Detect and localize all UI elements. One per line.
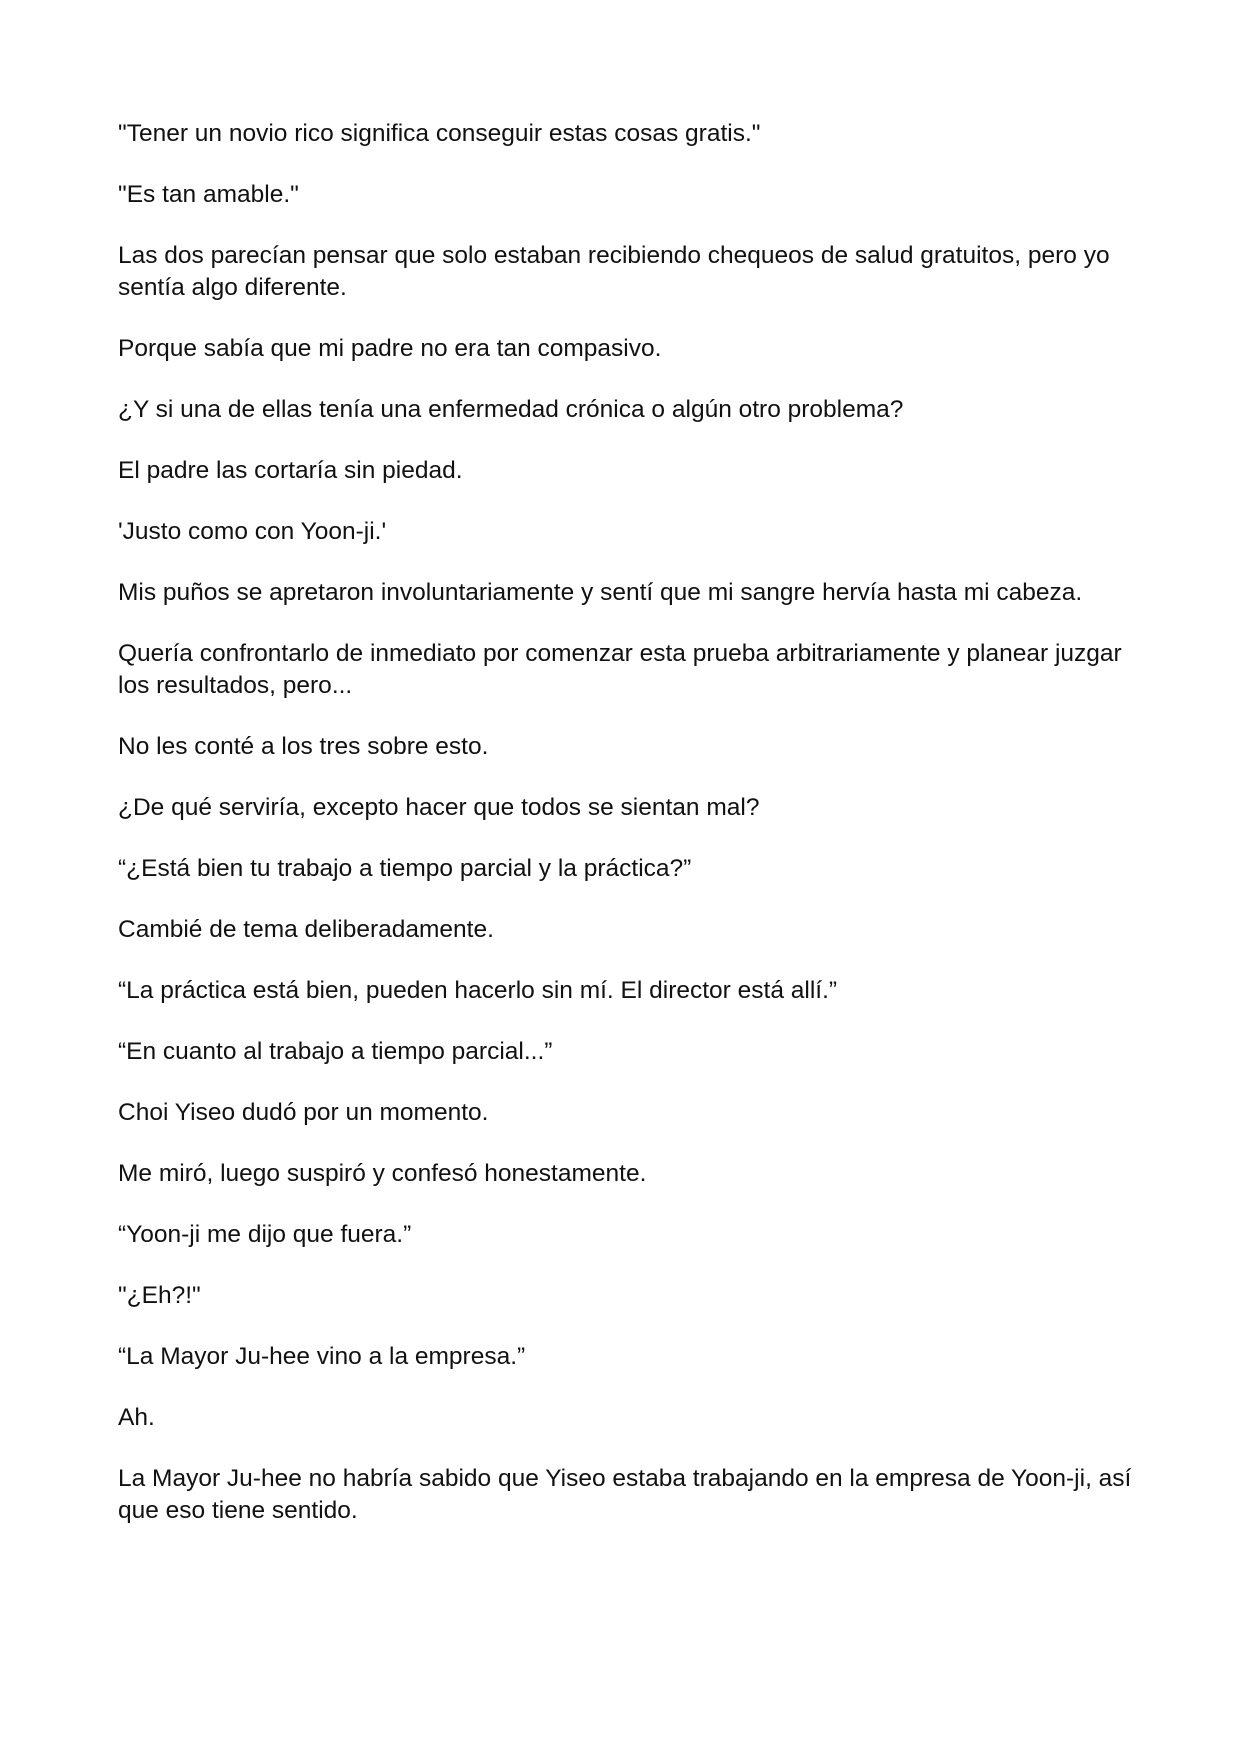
paragraph: Me miró, luego suspiró y confesó honestamente. (118, 1160, 647, 1187)
paragraph: "Es tan amable." (118, 181, 299, 208)
paragraph: Porque sabía que mi padre no era tan compasivo. (118, 335, 662, 362)
paragraph: Cambié de tema deliberadamente. (118, 916, 494, 943)
paragraph: “La Mayor Ju-hee vino a la empresa.” (118, 1343, 526, 1370)
paragraph: Mis puños se apretaron involuntariamente y sentí que mi sangre hervía hasta mi cabeza. (118, 579, 1083, 606)
paragraph: “¿Está bien tu trabajo a tiempo parcial y la práctica?” (118, 855, 692, 882)
paragraph: Quería confrontarlo de inmediato por comenzar esta prueba arbitrariamente y planear juzgar los resultados, pero... (118, 640, 1122, 699)
paragraph: ¿Y si una de ellas tenía una enfermedad crónica o algún otro problema? (118, 396, 904, 423)
paragraph: Las dos parecían pensar que solo estaban recibiendo chequeos de salud gratuitos, pero yo sentía algo diferente. (118, 242, 1110, 301)
paragraph: “La práctica está bien, pueden hacerlo sin mí. El director está allí.” (118, 977, 838, 1004)
paragraph: No les conté a los tres sobre esto. (118, 733, 489, 760)
paragraph: ¿De qué serviría, excepto hacer que todos se sientan mal? (118, 794, 760, 821)
paragraph: “En cuanto al trabajo a tiempo parcial...” (118, 1038, 553, 1065)
paragraph: El padre las cortaría sin piedad. (118, 457, 463, 484)
paragraph: La Mayor Ju-hee no habría sabido que Yiseo estaba trabajando en la empresa de Yoon-ji, así que eso tiene sentido. (118, 1465, 1132, 1524)
paragraph: 'Justo como con Yoon-ji.' (118, 518, 387, 545)
paragraph: Ah. (118, 1404, 155, 1431)
document-body (118, 118, 1138, 1556)
paragraph: “Yoon-ji me dijo que fuera.” (118, 1221, 412, 1248)
paragraph: Choi Yiseo dudó por un momento. (118, 1099, 489, 1126)
paragraph: "Tener un novio rico significa conseguir estas cosas gratis." (118, 120, 761, 147)
paragraph: "¿Eh?!" (118, 1282, 201, 1309)
